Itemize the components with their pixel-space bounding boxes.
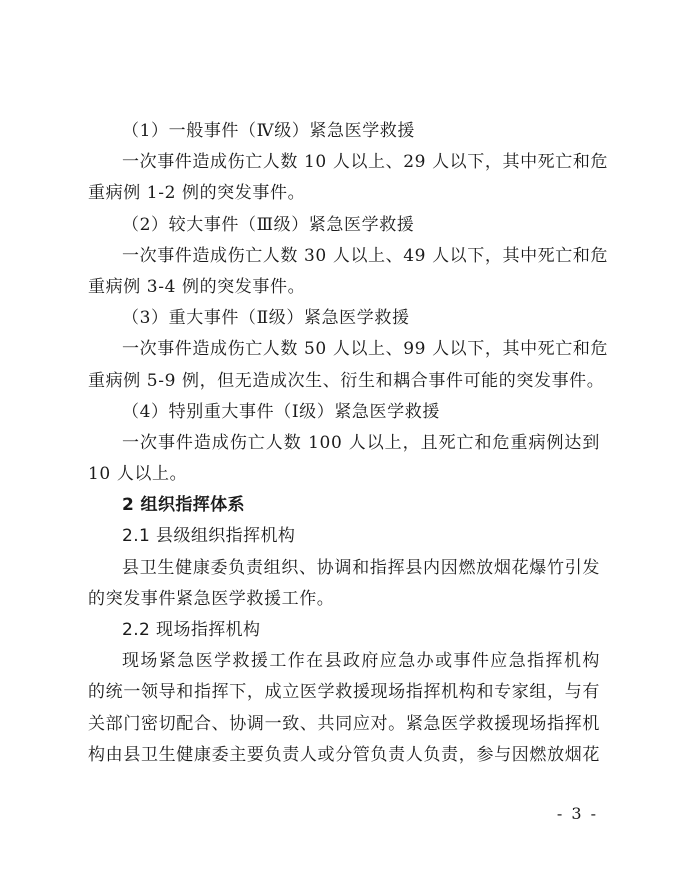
level-i-heading: （4）特别重大事件（Ⅰ级）紧急医学救援	[122, 401, 440, 422]
body-text-line: 10 人以上。	[88, 464, 188, 485]
body-text-line: 一次事件造成伤亡人数 50 人以上、99 人以下，其中死亡和危	[122, 339, 609, 360]
body-text-line: 关部门密切配合、协调一致、共同应对。紧急医学救援现场指挥机	[88, 713, 600, 734]
level-iii-heading: （2）较大事件（Ⅲ级）紧急医学救援	[122, 214, 415, 235]
body-text-line: 现场紧急医学救援工作在县政府应急办或事件应急指挥机构	[122, 651, 600, 672]
body-text-line: 的突发事件紧急医学救援工作。	[88, 588, 335, 609]
body-text-line: 重病例 1-2 例的突发事件。	[88, 183, 306, 204]
body-text-line: 重病例 3-4 例的突发事件。	[88, 276, 306, 297]
section-heading: 2 组织指挥体系	[122, 495, 245, 516]
body-text-line: 一次事件造成伤亡人数 100 人以上，且死亡和危重病例达到	[122, 432, 600, 453]
subsection-heading: 2.1 县级组织指挥机构	[122, 526, 296, 547]
level-ii-heading: （3）重大事件（Ⅱ级）紧急医学救援	[122, 308, 410, 329]
body-text-line: 县卫生健康委负责组织、协调和指挥县内因燃放烟花爆竹引发	[122, 557, 600, 578]
body-text-line: 重病例 5-9 例，但无造成次生、衍生和耦合事件可能的突发事件。	[88, 370, 605, 391]
body-text-line: 构由县卫生健康委主要负责人或分管负责人负责，参与因燃放烟花	[88, 744, 600, 765]
body-text-line: 一次事件造成伤亡人数 30 人以上、49 人以下，其中死亡和危	[122, 245, 609, 266]
body-text-line: 的统一领导和指挥下，成立医学救援现场指挥机构和专家组，与有	[88, 682, 600, 703]
page-number: - 3 -	[556, 804, 598, 823]
level-iv-heading: （1）一般事件（Ⅳ级）紧急医学救援	[122, 121, 415, 141]
body-text-line: 一次事件造成伤亡人数 10 人以上、29 人以下，其中死亡和危	[122, 152, 609, 173]
subsection-heading: 2.2 现场指挥机构	[122, 620, 261, 640]
document-body	[88, 116, 609, 771]
